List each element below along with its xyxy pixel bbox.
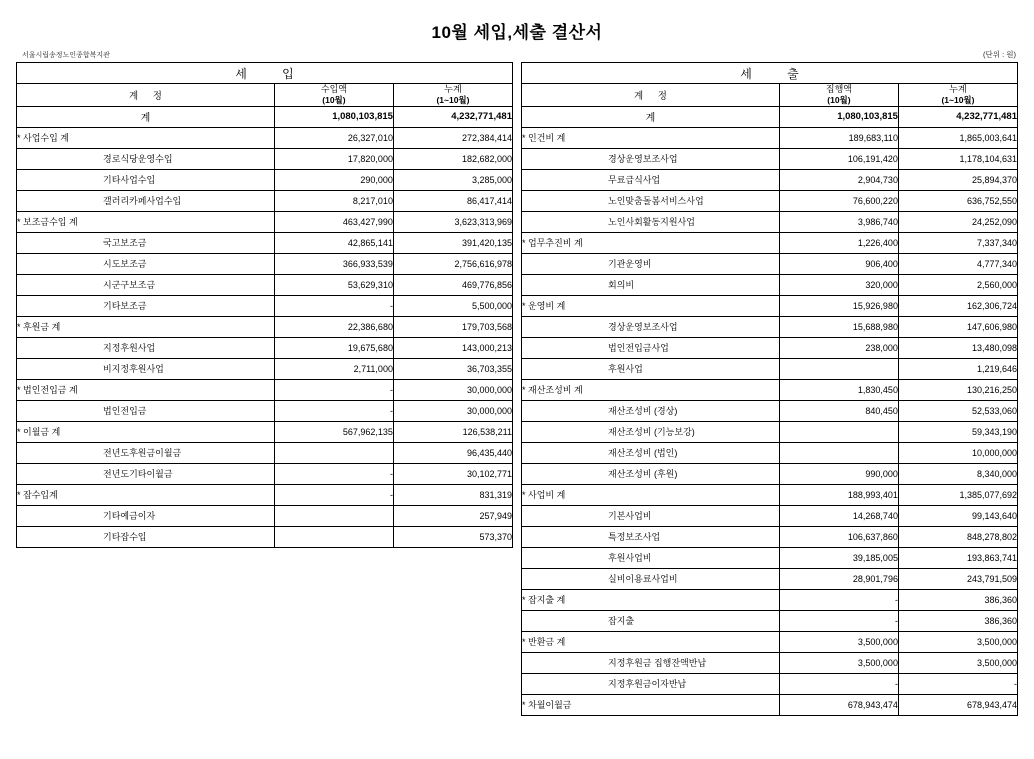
income-row-label: 전년도기타이월금: [103, 469, 173, 480]
table-row: [17, 295, 513, 316]
table-row: [17, 127, 513, 148]
income-row-label-cell: [17, 400, 275, 421]
income-table-wrap: [16, 62, 513, 716]
income-amount-header-main: 수입액: [320, 84, 347, 94]
income-row-cumulative: 30,000,000: [393, 379, 512, 400]
expense-cumulative-header-main: 누계: [949, 84, 967, 94]
income-row-cumulative: 5,500,000: [393, 295, 512, 316]
income-row-cumulative: 86,417,414: [393, 190, 512, 211]
income-account-header: 계 정: [17, 84, 275, 107]
expense-row-label: 법인전입금사업: [608, 343, 669, 354]
expense-row-cumulative: 130,216,250: [898, 379, 1017, 400]
expense-row-amount: [779, 358, 898, 379]
expense-row-label: 실비이용료사업비: [608, 574, 678, 585]
income-row-label: 법인전입금: [103, 406, 147, 417]
expense-category-label: * 운영비 계: [522, 295, 780, 316]
expense-row-label-cell: [522, 463, 780, 484]
expense-total-amount: 1,080,103,815: [779, 106, 898, 127]
income-row-label-cell: [17, 274, 275, 295]
income-row-amount: 8,217,010: [274, 190, 393, 211]
income-cumulative-header-sub: (1~10월): [436, 95, 470, 106]
expense-row-label: 잡지출: [608, 616, 635, 627]
expense-row-cumulative: 1,219,646: [898, 358, 1017, 379]
currency-unit: (단위 : 원): [983, 50, 1016, 59]
table-row: [522, 295, 1018, 316]
table-row: [17, 484, 513, 505]
expense-row-cumulative: 99,143,640: [898, 505, 1017, 526]
income-row-label-cell: [17, 148, 275, 169]
table-row: [17, 190, 513, 211]
expense-section-title: 세 출: [522, 63, 1018, 84]
expense-row-label-cell: [522, 148, 780, 169]
table-row: [522, 421, 1018, 442]
income-category-label: * 보조금수입 계: [17, 211, 275, 232]
income-row-amount: 42,865,141: [274, 232, 393, 253]
income-row-cumulative: 831,319: [393, 484, 512, 505]
table-row: [17, 148, 513, 169]
expense-row-amount: 840,450: [779, 400, 898, 421]
income-total-amount: 1,080,103,815: [274, 106, 393, 127]
table-row: [522, 610, 1018, 631]
financial-tables: [0, 62, 1034, 716]
income-category-label: * 법인전입금 계: [17, 379, 275, 400]
expense-row-cumulative: 1,178,104,631: [898, 148, 1017, 169]
expense-row-amount: 990,000: [779, 463, 898, 484]
table-row: [522, 484, 1018, 505]
expense-category-label: * 잡지출 계: [522, 589, 780, 610]
income-category-label: * 잡수입계: [17, 484, 275, 505]
income-row-cumulative: 126,538,211: [393, 421, 512, 442]
expense-row-cumulative: 636,752,550: [898, 190, 1017, 211]
income-row-label-cell: [17, 232, 275, 253]
expense-column-header-row: [522, 84, 1018, 107]
income-row-label-cell: [17, 190, 275, 211]
expense-cumulative-header: [898, 84, 1017, 107]
expense-total-label: 계: [522, 106, 780, 127]
income-row-cumulative: 30,000,000: [393, 400, 512, 421]
expense-row-label: 노인맞춤돌봄서비스사업: [608, 196, 704, 207]
table-row: [522, 253, 1018, 274]
income-row-amount: [274, 505, 393, 526]
expense-row-label-cell: [522, 169, 780, 190]
expense-category-label: * 업무추진비 계: [522, 232, 780, 253]
expense-row-label-cell: [522, 568, 780, 589]
income-row-amount: [274, 526, 393, 547]
income-row-amount: 366,933,539: [274, 253, 393, 274]
expense-row-amount: 906,400: [779, 253, 898, 274]
expense-row-cumulative: 59,343,190: [898, 421, 1017, 442]
income-row-label-cell: [17, 253, 275, 274]
income-row-label-cell: [17, 169, 275, 190]
expense-row-label-cell: [522, 673, 780, 694]
table-row: [522, 316, 1018, 337]
table-row: [522, 211, 1018, 232]
expense-row-cumulative: 193,863,741: [898, 547, 1017, 568]
expense-row-amount: [779, 442, 898, 463]
expense-row-amount: -: [779, 610, 898, 631]
expense-row-label-cell: [522, 652, 780, 673]
income-row-label: 기타잡수입: [103, 532, 147, 543]
table-row: [17, 253, 513, 274]
expense-total-cumulative: 4,232,771,481: [898, 106, 1017, 127]
expense-row-label-cell: [522, 316, 780, 337]
expense-row-amount: 15,688,980: [779, 316, 898, 337]
income-row-amount: 19,675,680: [274, 337, 393, 358]
expense-row-cumulative: 3,500,000: [898, 631, 1017, 652]
income-row-label: 갤러리카페사업수입: [103, 196, 182, 207]
expense-row-amount: 1,226,400: [779, 232, 898, 253]
income-row-amount: -: [274, 379, 393, 400]
table-row: [522, 463, 1018, 484]
expense-rows: [522, 127, 1018, 715]
table-row: [522, 568, 1018, 589]
expense-row-label: 지정후원금이자반납: [608, 679, 687, 690]
income-row-cumulative: 2,756,616,978: [393, 253, 512, 274]
expense-row-cumulative: 10,000,000: [898, 442, 1017, 463]
expense-row-amount: 678,943,474: [779, 694, 898, 715]
income-row-label: 전년도후원금이월금: [103, 448, 182, 459]
income-row-amount: 26,327,010: [274, 127, 393, 148]
expense-row-label: 노인사회활동지원사업: [608, 217, 695, 228]
income-row-label-cell: [17, 358, 275, 379]
table-row: [522, 589, 1018, 610]
expense-row-cumulative: 386,360: [898, 589, 1017, 610]
income-row-amount: -: [274, 463, 393, 484]
income-rows: [17, 127, 513, 547]
income-row-label: 비지정후원사업: [103, 364, 164, 375]
expense-row-cumulative: 2,560,000: [898, 274, 1017, 295]
income-row-label: 기타예금이자: [103, 511, 156, 522]
expense-row-label-cell: [522, 358, 780, 379]
expense-row-amount: 3,500,000: [779, 652, 898, 673]
table-row: [522, 400, 1018, 421]
table-row: [17, 274, 513, 295]
expense-row-label: 기본사업비: [608, 511, 652, 522]
expense-table-wrap: [521, 62, 1018, 716]
income-row-cumulative: 3,623,313,969: [393, 211, 512, 232]
expense-row-amount: 2,904,730: [779, 169, 898, 190]
income-total-row: [17, 106, 513, 127]
income-table: [16, 62, 513, 548]
income-row-amount: 53,629,310: [274, 274, 393, 295]
table-row: [522, 190, 1018, 211]
expense-row-label-cell: [522, 274, 780, 295]
expense-row-amount: -: [779, 589, 898, 610]
income-row-cumulative: 391,420,135: [393, 232, 512, 253]
expense-row-cumulative: 1,865,003,641: [898, 127, 1017, 148]
table-row: [522, 274, 1018, 295]
income-section-header-row: [17, 63, 513, 84]
income-row-amount: 17,820,000: [274, 148, 393, 169]
table-row: [522, 505, 1018, 526]
income-row-label: 국고보조금: [103, 238, 147, 249]
expense-row-label-cell: [522, 610, 780, 631]
expense-row-label: 재산조성비 (경상): [608, 406, 678, 417]
income-row-label-cell: [17, 526, 275, 547]
expense-row-amount: 15,926,980: [779, 295, 898, 316]
income-row-label: 경로식당운영수입: [103, 154, 173, 165]
income-row-label-cell: [17, 505, 275, 526]
expense-row-amount: 189,683,110: [779, 127, 898, 148]
page-title: 10월 세입,세출 결산서: [431, 23, 603, 42]
expense-row-cumulative: 678,943,474: [898, 694, 1017, 715]
expense-row-cumulative: 147,606,980: [898, 316, 1017, 337]
table-row: [17, 463, 513, 484]
income-row-amount: 22,386,680: [274, 316, 393, 337]
table-row: [17, 316, 513, 337]
table-row: [522, 169, 1018, 190]
table-row: [17, 211, 513, 232]
expense-row-label: 회의비: [608, 280, 635, 291]
table-row: [522, 379, 1018, 400]
expense-row-label: 기관운영비: [608, 259, 652, 270]
table-row: [522, 148, 1018, 169]
table-row: [522, 232, 1018, 253]
table-row: [522, 442, 1018, 463]
expense-row-cumulative: 7,337,340: [898, 232, 1017, 253]
income-cumulative-header-main: 누계: [444, 84, 462, 94]
income-row-label-cell: [17, 295, 275, 316]
expense-account-header: 계 정: [522, 84, 780, 107]
expense-row-cumulative: 25,894,370: [898, 169, 1017, 190]
expense-category-label: * 차월이월금: [522, 694, 780, 715]
table-row: [17, 526, 513, 547]
income-total-label: 계: [17, 106, 275, 127]
income-row-cumulative: 30,102,771: [393, 463, 512, 484]
income-category-label: * 이월금 계: [17, 421, 275, 442]
expense-row-cumulative: 24,252,090: [898, 211, 1017, 232]
expense-row-label-cell: [522, 337, 780, 358]
expense-row-label: 재산조성비 (후원): [608, 469, 678, 480]
income-row-label: 시군구보조금: [103, 280, 156, 291]
expense-row-amount: 238,000: [779, 337, 898, 358]
income-row-label: 시도보조금: [103, 259, 147, 270]
expense-row-label-cell: [522, 190, 780, 211]
expense-row-label-cell: [522, 442, 780, 463]
income-row-cumulative: 257,949: [393, 505, 512, 526]
expense-row-label: 재산조성비 (기능보강): [608, 427, 695, 438]
income-row-amount: -: [274, 295, 393, 316]
expense-row-amount: 3,500,000: [779, 631, 898, 652]
table-row: [17, 337, 513, 358]
income-row-label: 기타사업수입: [103, 175, 156, 186]
expense-row-label-cell: [522, 526, 780, 547]
expense-row-label: 후원사업: [608, 364, 643, 375]
income-row-label: 지정후원사업: [103, 343, 156, 354]
expense-category-label: * 반환금 계: [522, 631, 780, 652]
expense-row-amount: 188,993,401: [779, 484, 898, 505]
expense-row-amount: 28,901,796: [779, 568, 898, 589]
expense-row-label: 재산조성비 (법인): [608, 448, 678, 459]
expense-total-row: [522, 106, 1018, 127]
expense-row-amount: 1,830,450: [779, 379, 898, 400]
income-amount-header: [274, 84, 393, 107]
expense-cumulative-header-sub: (1~10월): [941, 95, 975, 106]
income-row-amount: [274, 442, 393, 463]
expense-row-label: 후원사업비: [608, 553, 652, 564]
expense-row-amount: -: [779, 673, 898, 694]
table-row: [17, 169, 513, 190]
table-row: [17, 400, 513, 421]
expense-category-label: * 재산조성비 계: [522, 379, 780, 400]
income-column-header-row: [17, 84, 513, 107]
income-row-cumulative: 182,682,000: [393, 148, 512, 169]
income-row-amount: 567,962,135: [274, 421, 393, 442]
expense-row-cumulative: 386,360: [898, 610, 1017, 631]
expense-row-label-cell: [522, 505, 780, 526]
table-row: [522, 358, 1018, 379]
expense-row-cumulative: 8,340,000: [898, 463, 1017, 484]
expense-row-cumulative: 243,791,509: [898, 568, 1017, 589]
expense-table: [521, 62, 1018, 716]
income-category-label: * 후원금 계: [17, 316, 275, 337]
income-row-cumulative: 179,703,568: [393, 316, 512, 337]
expense-row-label-cell: [522, 421, 780, 442]
expense-row-cumulative: 4,777,340: [898, 253, 1017, 274]
expense-section-header-row: [522, 63, 1018, 84]
table-row: [522, 631, 1018, 652]
income-row-cumulative: 272,384,414: [393, 127, 512, 148]
expense-category-label: * 사업비 계: [522, 484, 780, 505]
expense-row-cumulative: 13,480,098: [898, 337, 1017, 358]
organization-name: 서울시립송정노인종합복지관: [22, 52, 110, 59]
expense-row-amount: 39,185,005: [779, 547, 898, 568]
table-row: [17, 505, 513, 526]
income-section-title: 세 입: [17, 63, 513, 84]
income-row-label-cell: [17, 337, 275, 358]
income-row-cumulative: 573,370: [393, 526, 512, 547]
income-cumulative-header: [393, 84, 512, 107]
table-row: [17, 379, 513, 400]
table-row: [522, 337, 1018, 358]
expense-row-cumulative: 1,385,077,692: [898, 484, 1017, 505]
income-category-label: * 사업수입 계: [17, 127, 275, 148]
income-row-amount: 290,000: [274, 169, 393, 190]
expense-row-label: 무료급식사업: [608, 175, 661, 186]
document-meta: [0, 49, 1034, 62]
table-row: [522, 547, 1018, 568]
expense-row-cumulative: 52,533,060: [898, 400, 1017, 421]
expense-row-amount: [779, 421, 898, 442]
expense-row-cumulative: 848,278,802: [898, 526, 1017, 547]
expense-category-label: * 인건비 계: [522, 127, 780, 148]
table-row: [522, 694, 1018, 715]
income-row-cumulative: 36,703,355: [393, 358, 512, 379]
expense-row-label-cell: [522, 253, 780, 274]
expense-row-amount: 14,268,740: [779, 505, 898, 526]
expense-row-cumulative: 162,306,724: [898, 295, 1017, 316]
expense-row-amount: 320,000: [779, 274, 898, 295]
expense-row-label-cell: [522, 547, 780, 568]
table-row: [522, 526, 1018, 547]
income-row-cumulative: 96,435,440: [393, 442, 512, 463]
expense-amount-header-sub: (10월): [827, 95, 851, 106]
income-row-cumulative: 143,000,213: [393, 337, 512, 358]
expense-row-label: 경상운영보조사업: [608, 154, 678, 165]
table-row: [522, 127, 1018, 148]
expense-row-label: 지정후원금 집행잔액반납: [608, 658, 707, 669]
income-row-amount: 463,427,990: [274, 211, 393, 232]
income-row-cumulative: 3,285,000: [393, 169, 512, 190]
expense-row-label-cell: [522, 211, 780, 232]
expense-amount-header-main: 집행액: [825, 84, 852, 94]
table-row: [17, 232, 513, 253]
expense-row-label: 경상운영보조사업: [608, 322, 678, 333]
income-amount-header-sub: (10월): [322, 95, 346, 106]
expense-row-label-cell: [522, 400, 780, 421]
expense-row-amount: 76,600,220: [779, 190, 898, 211]
income-row-cumulative: 469,776,856: [393, 274, 512, 295]
expense-row-cumulative: 3,500,000: [898, 652, 1017, 673]
income-row-amount: -: [274, 484, 393, 505]
expense-row-amount: 3,986,740: [779, 211, 898, 232]
table-row: [522, 673, 1018, 694]
table-row: [17, 421, 513, 442]
table-row: [17, 358, 513, 379]
table-row: [522, 652, 1018, 673]
expense-row-amount: 106,637,860: [779, 526, 898, 547]
income-row-amount: -: [274, 400, 393, 421]
expense-amount-header: [779, 84, 898, 107]
income-total-cumulative: 4,232,771,481: [393, 106, 512, 127]
expense-row-label: 특정보조사업: [608, 532, 661, 543]
income-row-label: 기타보조금: [103, 301, 147, 312]
expense-row-amount: 106,191,420: [779, 148, 898, 169]
income-row-label-cell: [17, 463, 275, 484]
table-row: [17, 442, 513, 463]
income-row-label-cell: [17, 442, 275, 463]
expense-row-cumulative: -: [898, 673, 1017, 694]
income-row-amount: 2,711,000: [274, 358, 393, 379]
